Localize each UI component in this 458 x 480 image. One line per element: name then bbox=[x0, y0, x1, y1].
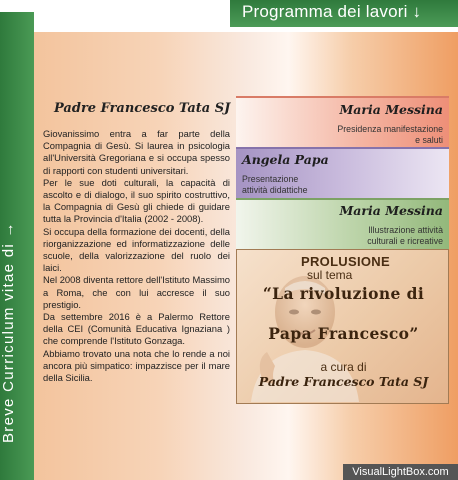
program-item-description bbox=[337, 124, 443, 146]
prolusione-by-name: Padre Francesco Tata SJ bbox=[258, 374, 429, 389]
program-item-desc-line: Presentazione bbox=[242, 174, 299, 184]
prolusione-title-line2: Papa Francesco” bbox=[268, 324, 419, 343]
cv-paragraph: Per le sue doti culturali, la capacità di ascolto e di dialogo, il suo spirito costruttivo, la Compagnia di Gesù gli chiede di guidare tutta la Provincia d'Italia (2002 - 2008). bbox=[43, 176, 230, 225]
program-item-description bbox=[367, 225, 443, 247]
curriculum-vertical-label: Breve Curriculum vitae di → bbox=[0, 221, 17, 443]
cv-paragraph: Nel 2008 diventa rettore dell'Istituto Massimo a Roma, che con lui accresce il suo prestigio. bbox=[43, 274, 230, 310]
program-item-desc-line: e saluti bbox=[415, 135, 443, 145]
program-item-desc-line: Illustrazione attività bbox=[368, 225, 443, 235]
program-item-speaker: Maria Messina bbox=[339, 102, 443, 117]
program-header-title: Programma dei lavori ↓ bbox=[242, 2, 422, 21]
program-item-description bbox=[242, 174, 308, 196]
cv-paragraph: Giovanissimo entra a far parte della Compagnia di Gesù. Si laurea in psicologia all'Università Gregoriana e si occupa spesso di rapporti con studenti universitari. bbox=[43, 128, 230, 176]
cv-paragraph: Abbiamo trovato una nota che lo rende a noi ancora più simpatico: impazzisce per il mare della Sicilia. bbox=[43, 347, 230, 384]
prolusione-title-line1: “La rivoluzione di bbox=[262, 284, 425, 303]
prolusione-heading: PROLUSIONE bbox=[301, 254, 390, 269]
program-item-presentazione bbox=[236, 147, 449, 198]
watermark: VisualLightBox.com bbox=[343, 464, 458, 480]
prolusione-subheading: sul tema bbox=[307, 268, 353, 282]
cv-paragraph: Da settembre 2016 è a Palermo Rettore della CEI (Comunità Educativa Ignaziana ) che comprende l'Istituto Gonzaga. bbox=[43, 311, 230, 347]
program-item-desc-line: culturali e ricreative bbox=[367, 236, 443, 246]
program-item-illustrazione bbox=[236, 198, 449, 250]
program-item-speaker: Angela Papa bbox=[242, 152, 329, 167]
program-item-presidenza bbox=[236, 96, 449, 148]
prolusione-box bbox=[236, 249, 449, 404]
prolusione-by-label: a cura di bbox=[320, 360, 367, 374]
cv-name: Padre Francesco Tata SJ bbox=[54, 101, 231, 116]
program-item-desc-line: attività didattiche bbox=[242, 185, 308, 195]
program-header bbox=[230, 0, 458, 27]
cv-paragraph: Si occupa della formazione dei docenti, della riorganizzazione ed informatizzazione delle scuole, della valorizzazione del ruolo dei laici. bbox=[43, 225, 230, 274]
program-item-desc-line: Presidenza manifestazione bbox=[337, 124, 443, 134]
cv-text bbox=[43, 128, 230, 384]
program-item-speaker: Maria Messina bbox=[339, 203, 443, 218]
